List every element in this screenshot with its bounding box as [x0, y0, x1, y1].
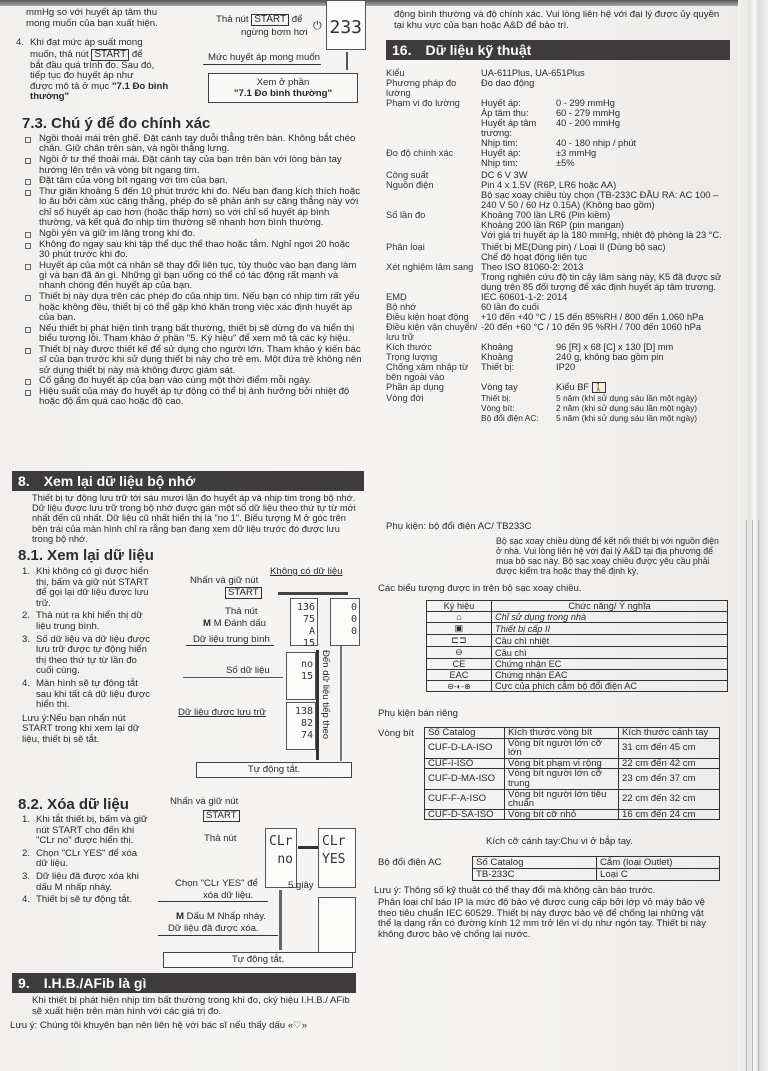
lcd-average: 136 75 A 15 — [290, 598, 318, 646]
spec-list: Kiểu UA-611Plus, UA-651Plus Phương pháp đo lường Đo dao động Phạm vi đo lường Huyết áp: 0 - 299 mmHg Áp tâm thu: 60 - 279 mmHg Huyết áp tâm trương: 40 - 200 mmHg Nhịp tim: 40 - 180 nhịp / phút Đo độ chính xác Huyết áp: ±3 mmHg Nhịp tim: ±5% Công suất DC 6 V 3W Nguồn điện Pin 4 x 1.5V (R6P, LR6 hoặc AA) Bộ sạc xoay chiều tùy chọn (TB-233C ĐẦU RA: AC 100 – 240 V 50 / 60 Hz 0.15A) (Không bao gồm) Số lần đo Khoảng 700 lần LR6 (Pin kiềm) Khoảng 200 lần R6P (pin mangan) Với giá trị huyết áp là 180 mmHg, nhiệt độ phòng là 23 °C. Phân loại Thiết bị ME(Dùng pin) / Loại II (Dùng bộ sạc) Chế độ hoạt động liên tục Xét nghiệm lâm sang Theo ISO 81060-2: 2013 Trong nghiên cứu độ tin cậy lâm sàng này, K5 đã được sử dụng trên 85 đối tượng để xác định huyết áp tâm trương. EMD IEC 60601-1-2: 2014 Bộ nhớ 60 lần đo cuối Điều kiện hoạt động +10 đến +40 °C / 15 đến 85%RH / 800 đến 1.060 hPa Điều kiện vận chuyển/ lưu trữ -20 đến +60 °C / 10 đến 95 %RH / 700 đến 1060 hPa Kích thước Khoảng 96 [R] x 68 [C] x 130 [D] mm Trọng lượng Khoảng 240 g, không bao gồm pin Chống xâm nhập từ bên ngoài vào Thiết bị: IP20 Phần áp dụng Vòng tay Kiểu BF 🚶 Vòng đời Thiết bị: 5 năm (khi sử dụng sáu lần một ngày) Vòng bít: 2 năm (khi sử dụng sáu lần một ngày) Bộ đổi điện AC: 5 năm (khi sử dụng sáu lần một ngày) — [386, 68, 722, 423]
polarity-icon: ⊖-◐-⊕ — [427, 681, 492, 692]
accessory-title: Phụ kiện: bộ đổi điện AC/ TB233C — [386, 521, 532, 532]
section-8-2-steps: 1. Khi tắt thiết bị, bấm và giữ nút START cho đến khi "CLr no" được hiển thị. 2. Chọn "CLr YES" để xóa dữ liệu. 3. Dữ liệu đã được xóa khi dấu M nhấp nháy. 4. Thiết bị sẽ tự động tắt. — [22, 814, 148, 906]
ce-mark-icon: CE — [427, 659, 492, 670]
table-row: CUF-I-ISO Vòng bít phạm vi rộng 22 cm đến 42 cm — [425, 758, 720, 769]
auto-off-box: Tự động tắt. — [196, 762, 352, 778]
see-section-box: Xem ở phần "7.1 Đo bình thường" — [208, 73, 358, 103]
next-data-label: Đến dữ liệu tiếp theo — [320, 650, 331, 740]
bf-type-icon: 🚶 — [593, 383, 604, 392]
step-3-tail: mmHg so với huyết áp tâm thu mong muốn của bạn xuất hiện. — [26, 7, 158, 29]
table-row: CUF-F-A-ISO Vòng bít người lớn tiêu chuẩn 22 cm đến 32 cm — [425, 789, 720, 809]
manual-page: mmHg so với huyết áp tâm thu mong muốn của bạn xuất hiện. 4. Khi đạt mức áp suất mong muốn, thả nút START để bắt đầu quá trình đo. Sau đó, tiếp tục đo huyết áp như được mô tả ở mục "7.1 Đo bình thường" Thả nút START để ngừng bơm hơi ⏻ 233 Mức huyết áp mong muốn Xem ở phần "7.1 Đo bình thường" 7.3. Chú ý để đo chính xác Ngồi thoải mái trên ghế. Đặt cánh tay duỗi thẳng trên bàn. Không bắt chéo chân. Giữ chân trên sàn, và ngồi thẳng lưng. Ngồi ở tư thế thoải mái. Đặt cánh tay của bạn trên bàn với lòng bàn tay hướng lên trên và vòng bít ngang tim. Đặt tâm của vòng bít ngang với tim của bạn. Thư giãn khoảng 5 đến 10 phút trước khi đo. Nếu bạn đang kích thích hoặc lo âu bởi cảm xúc căng thẳng, phép đo sẽ phản ánh sự căng thẳng này với chỉ số huyết áp cao hơn (hoặc thấp hơn) so với chỉ số huyết áp bình thường, và kết quả đo nhịp tim thường sẽ nhanh hơn bình thường. Ngồi yên và giữ im lặng trong khi đo. Không đo ngay sau khi tập thể dục thể thao hoặc tắm. Nghỉ ngơi 20 hoặc 30 phút trước khi đo. Huyết áp của một cá nhân sẽ thay đổi liên tục, tùy thuộc vào bạn đang làm gì và bạn đã ăn gì. Những gì bạn uống có thể có tác động rất mạnh và nhanh chóng đến huyết áp của bạn. Thiết bị này dựa trên các phép đo của nhịp tim. Nếu bạn có nhịp tim rất yếu hoặc không đều, thiết bị có thể gặp khó khăn trong việc xác định huyết áp của bạn. Nếu thiết bị phát hiện tình trạng bất thường, thiết bị sẽ dừng đo và hiển thị biểu tượng lỗi. Tham khảo ở phần "5. Ký hiệu" để xem mô tả các ký hiệu. Thiết bị này được thiết kế để sử dụng cho người lớn. Tham khảo ý kiến bác sĩ của bạn trước khi sử dụng thiết bị này cho trẻ em. Một đứa trẻ không nên sử dụng thiết bị này mà không được giám sát. Cố gắng đo huyết áp của bạn vào cùng một thời điểm mỗi ngày. Hiệu suất của máy đo huyết áp tự động có thể bị ảnh hưởng bởi nhiệt độ hoặc độ ẩm quá cao hoặc độ cao. 8. Xem lại dữ liệu bộ nhớ Thiết bị tự động lưu trữ tới sáu mươi lần đo huyết áp và nhịp tim trong bộ nhớ. Dữ liệu được lưu trữ trong bộ nhớ được gán một số dữ liệu theo thứ tự từ mới nhất đến cũ nhất. Dữ liệu cũ nhất hiển thị là "no 1". Biểu tượng M ở góc trên bên trái của màn hình chỉ ra rằng bạn đang xem dữ liệu trước đó được lưu trong bộ nhớ. 8.1. Xem lại dữ liệu 1. Khi không có gì được hiển thị, bấm và giữ nút START để gọi lại dữ liệu được lưu trữ. 2. Thả nút ra khi hiển thị dữ liệu trung bình. 3. Số dữ liệu và dữ liệu được lưu trữ được tự động hiển thị theo thứ tự từ lần đo cuối cùng. 4. Màn hình sẽ tự động tắt sau khi tất cả dữ liệu được hiển thị. Lưu ý:Nếu bạn nhấn nút START trong khi xem lại dữ liệu, thiết bị sẽ tắt. Nhấn và giữ nút Không có dữ liệu START Thả nút M M Đánh dấu Dữ liệu trung bình 136 75 A 15 0 0 0 no 15 Số dữ liệu 138 82 74 Dữ liệu được lưu trữ Đến dữ liệu tiếp theo Tự động tắt. 8.2. Xóa dữ liệu 1. Khi tắt thiết bị, bấm và giữ nút START cho đến khi "CLr no" được hiển thị. 2. Chọn "CLr YES" để xóa dữ liệu. 3. Dữ liệu đã được xóa khi dấu M nhấp nháy. 4. Thiết bị sẽ tự động tắt. Nhấn và giữ nút START Thả nút CLr no CLr YES Chọn "CLr YES" để xóa dữ liệu. 5 giây M Dấu M Nhấp nháy. Dữ liệu đã được xóa. Tự động tắt. 9. I.H.B./AFib là gì Khi thiết bị phát hiện nhịp tim bất thường trong khi đo, cký hiệu I.H.B./ AFib sẽ xuất hiện trên màn hình với các giá trị đo. Lưu ý: Chúng tôi khuyên bạn nên liên hệ với bác sĩ nếu thấy dấu «♡» động bình thường và độ chính xác. Vui lòng liên hệ với đại lý được ủy quyền tại khu vực của bạn hoặc A&D để bảo trì. 16. Dữ liệu kỹ thuật Kiểu UA-611Plus, UA-651Plus Phương pháp đo lường Đo dao động Phạm vi đo lường Huyết áp: 0 - 299 mmHg Áp tâm thu: 60 - 279 mmHg Huyết áp tâm trương: 40 - 200 mmHg Nhịp tim: 40 - 180 nhịp / phút Đo độ chính xác Huyết áp: ±3 mmHg Nhịp tim: ±5% Công suất DC 6 V 3W Nguồn điện Pin 4 x 1.5V (R6P, LR6 hoặc AA) Bộ sạc xoay chiều tùy chọn (TB-233C ĐẦU RA: AC 100 – 240 V 50 / 60 Hz 0.15A) (Không bao gồm) Số lần đo Khoảng 700 lần LR6 (Pin kiềm) Khoảng 200 lần R6P (pin mangan) Với giá trị huyết áp là 180 mmHg, nhiệt độ phòng là 23 °C. Phân loại Thiết bị ME(Dùng pin) / Loại II (Dùng bộ sạc) Chế độ hoạt động liên tục Xét nghiệm lâm sang Theo ISO 81060-2: 2013 Trong nghiên cứu độ tin cậy lâm sàng này, K5 đã được sử dụng trên 85 đối tượng để xác định huyết áp tâm trương. EMD IEC 60601-1-2: 2014 Bộ nhớ 60 lần đo cuối Điều kiện hoạt động +10 đến +40 °C / 15 đến 85%RH / 800 đến 1.060 hPa Điều kiện vận chuyển/ lưu trữ -20 đến +60 °C / 10 đến 95 %RH / 700 đến 1060 hPa Kích thước Khoảng 96 [R] x 68 [C] x 130 [D] mm Trọng lượng Khoảng 240 g, không bao gồm pin Chống xâm nhập từ bên ngoài vào Thiết bị: IP20 Phần áp dụng Vòng tay Kiểu BF 🚶 Vòng đời Thiết bị: 5 năm (khi sử dụng sáu lần một ngày) Vòng bít: 2 năm (khi sử dụng sáu lần một ngày) Bộ đổi điện AC: 5 năm (khi sử dụng sáu lần một ngày) Phụ kiện: bộ đổi điện AC/ TB233C Bộ sạc xoay chiều dùng để kết nối thiết bị với nguồn điện ở nhà. Vui lòng liên hệ với đại lý A&D tại địa phương để mua bộ sạc này. Bộ sạc xoay chiều được yêu cầu phải được kiểm tra hoặc thay thế định kỳ. Các biểu tượng được in trên bộ sạc xoay chiều. Ký hiệu Chức năng/ Ý nghĩa ⌂ Chỉ sử dụng trong nhà ▣ Thiết bị cấp II ⊏⊐ Cầu chì nhiệt ⊖ Cầu chì CE Chứng nhận EC EAC Chứng nhận EAC ⊖-◐-⊕ Cực của phích cắm bộ đổi điện AC Phụ kiện bán riêng Vòng bít Số Catalog Kích thước vòng bít Kích thước cánh tay CUF-D-LA-ISO Vòng bít người lớn cỡ lớn 31 cm đến 45 cm CUF-I-ISO Vòng bít phạm vi rộng 22 cm đến 42 cm CUF-D-MA-ISO Vòng bít người lớn cỡ trung 23 cm đến 37 cm CUF-F-A-ISO Vòng bít người lớn tiêu chuẩn 22 cm đến 32 cm CUF-D-SA-ISO Vòng bít cỡ nhỏ 16 cm đến 24 cm Kích cỡ cánh tay:Chu vi ở bắp tay. Bộ đổi điện AC Số Catalog Cắm (loại Outlet) TB-233C Loại C Lưu ý: Thông số kỹ thuật có thể thay đổi mà không cần báo trước. Phân loại chỉ báo IP là mức độ bảo vệ được cung cấp bởi lớp vỏ máy bảo vệ theo tiêu chuẩn IEC 60529. Thiết bị này được bảo vệ để chống lại những vật thể lạ dạng rắn có đường kính 12 mm trở lên ví dụ như ngón tay. Thiết bị này không được bảo vệ chống lại nước. — [0, 0, 768, 1071]
toggle-arrow — [298, 846, 318, 849]
section-8-intro: Thiết bị tự động lưu trữ tới sáu mươi lần đo huyết áp và nhịp tim trong bộ nhớ. Dữ liệu được lưu trữ trong bộ nhớ được gán một số dữ liệu theo thứ tự từ mới nhất đến cũ nhất. Dữ liệu cũ nhất hiển thị là "no 1". Biểu tượng M ở góc trên bên trái của màn hình chỉ ra rằng bạn đang xem dữ liệu trước đó được lưu trong bộ nhớ. — [32, 493, 356, 544]
page-top-edge — [0, 0, 768, 6]
step-4: 4. Khi đạt mức áp suất mong muốn, thả nút START để bắt đầu quá trình đo. Sau đó, tiếp tục đo huyết áp như được mô tả ở mục "7.1 Đo bình thường" — [16, 37, 169, 103]
lcd-data-number: no 15 — [286, 652, 316, 700]
lcd-stored: 138 82 74 — [286, 702, 316, 750]
eac-mark-icon: EAC — [427, 670, 492, 681]
section-16-header: 16. Dữ liệu kỹ thuật — [386, 40, 730, 60]
thermal-fuse-icon: ⊏⊐ — [427, 635, 492, 647]
section-7-3: 7.3. Chú ý để đo chính xác Ngồi thoải mái trên ghế. Đặt cánh tay duỗi thẳng trên bàn. Không bắt chéo chân. Giữ chân trên sàn, và ngồi thẳng lưng. Ngồi ở tư thế thoải mái. Đặt cánh tay của bạn trên bàn với lòng bàn tay hướng lên trên và vòng bít ngang tim. Đặt tâm của vòng bít ngang với tim của bạn. Thư giãn khoảng 5 đến 10 phút trước khi đo. Nếu bạn đang kích thích hoặc lo âu bởi cảm xúc căng thẳng, phép đo sẽ phản ánh sự căng thẳng này với chỉ số huyết áp cao hơn (hoặc thấp hơn) so với chỉ số huyết áp bình thường, và kết quả đo nhịp tim thường sẽ nhanh hơn bình thường. Ngồi yên và giữ im lặng trong khi đo. Không đo ngay sau khi tập thể dục thể thao hoặc tắm. Nghỉ ngơi 20 hoặc 30 phút trước khi đo. Huyết áp của một cá nhân sẽ thay đổi liên tục, tùy thuộc vào bạn đang làm gì và bạn đã ăn gì. Những gì bạn uống có thể có tác động rất mạnh và nhanh chóng đến huyết áp của bạn. Thiết bị này dựa trên các phép đo của nhịp tim. Nếu bạn có nhịp tim rất yếu hoặc không đều, thiết bị có thể gặp khó khăn trong việc xác định huyết áp của bạn. Nếu thiết bị phát hiện tình trạng bất thường, thiết bị sẽ dừng đo và hiển thị biểu tượng lỗi. Tham khảo ở phần "5. Ký hiệu" để xem mô tả các ký hiệu. Thiết bị này được thiết kế để sử dụng cho người lớn. Tham khảo ý kiến bác sĩ của bạn trước khi sử dụng thiết bị này cho trẻ em. Một đứa trẻ không nên sử dụng thiết bị này mà không được giám sát. Cố gắng đo huyết áp của bạn vào cùng một thời điểm mỗi ngày. Hiệu suất của máy đo huyết áp tự động có thể bị ảnh hưởng bởi nhiệt độ hoặc độ ẩm quá cao hoặc độ cao. — [22, 115, 362, 408]
table-row: CUF-D-SA-ISO Vòng bít cỡ nhỏ 16 cm đến 24 cm — [425, 809, 720, 820]
indoor-icon: ⌂ — [427, 612, 492, 623]
start-button-label: START — [91, 49, 129, 61]
section-title: 7.3. Chú ý để đo chính xác — [22, 115, 211, 132]
adapter-table: Số Catalog Cắm (loại Outlet) TB-233C Loại C — [472, 856, 720, 881]
auto-off-box: Tự động tắt. — [163, 952, 353, 968]
table-row: CUF-D-LA-ISO Vòng bít người lớn cỡ lớn 31 cm đến 45 cm — [425, 738, 720, 758]
accessory-desc: Bộ sạc xoay chiều dùng để kết nối thiết bị với nguồn điện ở nhà. Vui lòng liên hệ với đại lý A&D tại địa phương để mua bộ sạc này. Bộ sạc xoay chiều được yêu cầu phải được kiểm tra hoặc thay thế định kỳ. — [496, 536, 719, 576]
note: Lưu ý:Nếu bạn nhấn nút START trong khi xem lại dữ liệu, thiết bị sẽ tắt. — [22, 712, 140, 745]
page-edge — [738, 0, 768, 1071]
section-8-1-steps: 1. Khi không có gì được hiển thị, bấm và giữ nút START để gọi lại dữ liệu được lưu trữ. 2. Thả nút ra khi hiển thị dữ liệu trung bình. 3. Số dữ liệu và dữ liệu được lưu trữ được tự động hiển thị theo thứ tự từ lần đo cuối cùng. 4. Màn hình sẽ tự động tắt sau khi tất cả dữ liệu được hiển thị. Lưu ý:Nếu bạn nhấn nút START trong khi xem lại dữ liệu, thiết bị sẽ tắt. — [18, 567, 153, 746]
power-icon: ⏻ — [313, 20, 322, 32]
section-8-header: 8. Xem lại dữ liệu bộ nhớ — [12, 471, 364, 491]
lcd-clr-yes: CLr YES — [318, 828, 356, 888]
maintenance-text: động bình thường và độ chính xác. Vui lòng liên hệ với đại lý được ủy quyền tại khu vực của bạn hoặc A&D để bảo trì. — [394, 9, 720, 31]
section-8-2-title: 8.2. Xóa dữ liệu — [18, 796, 129, 813]
section-9-header: 9. I.H.B./AFib là gì — [12, 973, 356, 993]
fuse-icon: ⊖ — [427, 647, 492, 659]
lcd-clr-no: CLr no — [265, 828, 297, 888]
heart-icon: «♡» — [287, 1020, 308, 1031]
table-row: CUF-D-MA-ISO Vòng bít người lớn cỡ trung 23 cm đến 37 cm — [425, 769, 720, 789]
lcd-blank — [318, 897, 356, 953]
class-ii-icon: ▣ — [427, 623, 492, 635]
cuff-table: Số Catalog Kích thước vòng bít Kích thước cánh tay CUF-D-LA-ISO Vòng bít người lớn cỡ lớn 31 cm đến 45 cm CUF-I-ISO Vòng bít phạm vi rộng 22 cm đến 42 cm CUF-D-MA-ISO Vòng bít người lớn cỡ trung 23 cm đến 37 cm CUF-F-A-ISO Vòng bít người lớn tiêu chuẩn 22 cm đến 32 cm CUF-D-SA-ISO Vòng bít cỡ nhỏ 16 cm đến 24 cm — [424, 727, 720, 820]
section-8-1-title: 8.1. Xem lại dữ liệu — [18, 547, 154, 564]
symbol-table: Ký hiệu Chức năng/ Ý nghĩa ⌂ Chỉ sử dụng trong nhà ▣ Thiết bị cấp II ⊏⊐ Cầu chì nhiệt ⊖ Cầu chì CE Chứng nhận EC EAC Chứng nhận EAC ⊖-◐-⊕ Cực của phích cắm bộ đổi điện AC — [426, 600, 728, 692]
ihb-note: Lưu ý: Chúng tôi khuyên bạn nên liên hệ với bác sĩ nếu thấy dấu «♡» — [10, 1020, 308, 1031]
lcd-display: 233 — [326, 0, 366, 50]
lcd-no-data: 0 0 0 — [330, 598, 360, 646]
